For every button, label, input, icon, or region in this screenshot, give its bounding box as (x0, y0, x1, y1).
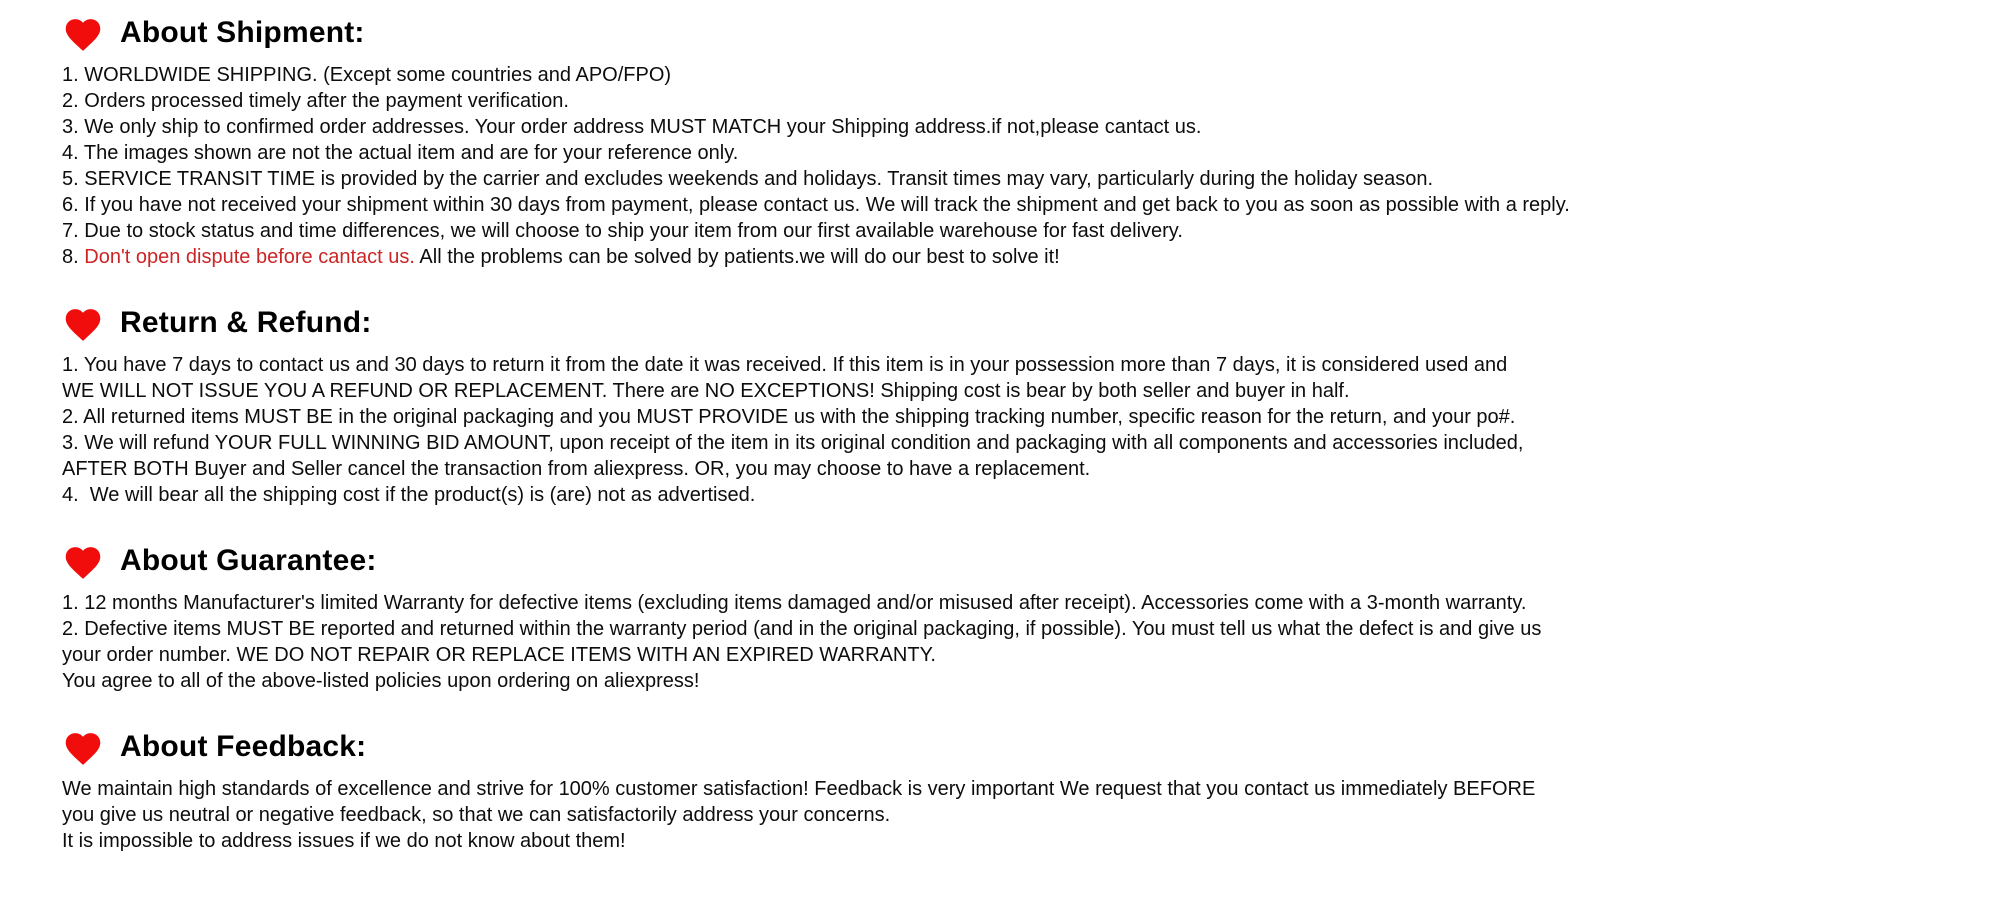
section-title: About Shipment: (120, 16, 365, 49)
policy-line: We maintain high standards of excellence and strive for 100% customer satisfaction! Feedback is very important We request that you contact us immediately BEFORE (62, 778, 1536, 800)
section-about-feedback (62, 728, 1970, 854)
policy-line: 3. We will refund YOUR FULL WINNING BID AMOUNT, upon receipt of the item in its original condition and packaging with all components and accessories included, (62, 432, 1524, 454)
line-number: 8. (62, 246, 85, 268)
section-header (62, 14, 1970, 52)
policy-line: You agree to all of the above-listed policies upon ordering on aliexpress! (62, 670, 700, 692)
section-header (62, 728, 1970, 766)
policy-line: 6. If you have not received your shipment within 30 days from payment, please contact us. We will track the shipment and get back to you as soon as possible with a reply. (62, 194, 1570, 216)
section-header (62, 304, 1970, 342)
policy-line: 1. WORLDWIDE SHIPPING. (Except some countries and APO/FPO) (62, 64, 672, 86)
heart-icon (62, 304, 104, 342)
section-header (62, 542, 1970, 580)
heart-icon (62, 728, 104, 766)
section-about-shipment (62, 14, 1970, 270)
dispute-warning-text: Don't open dispute before cantact us. (84, 246, 415, 268)
policy-line: your order number. WE DO NOT REPAIR OR REPLACE ITEMS WITH AN EXPIRED WARRANTY. (62, 644, 936, 666)
policy-line: 2. Defective items MUST BE reported and returned within the warranty period (and in the original packaging, if possible). You must tell us what the defect is and give us (62, 618, 1542, 640)
section-body (62, 62, 1970, 270)
policy-line: 1. You have 7 days to contact us and 30 days to return it from the date it was received. If this item is in your possession more than 7 days, it is considered used and (62, 354, 1508, 376)
policy-line: 5. SERVICE TRANSIT TIME is provided by the carrier and excludes weekends and holidays. Transit times may vary, particularly during the holiday season. (62, 168, 1434, 190)
policy-line: 2. Orders processed timely after the payment verification. (62, 90, 569, 112)
section-return-refund (62, 304, 1970, 508)
policy-line: you give us neutral or negative feedback, so that we can satisfactorily address your concerns. (62, 804, 891, 826)
policy-line: 7. Due to stock status and time differences, we will choose to ship your item from our first available warehouse for fast delivery. (62, 220, 1183, 242)
policy-line: 4. We will bear all the shipping cost if the product(s) is (are) not as advertised. (62, 484, 756, 506)
policy-line: AFTER BOTH Buyer and Seller cancel the transaction from aliexpress. OR, you may choose to have a replacement. (62, 458, 1091, 480)
policy-line: 2. All returned items MUST BE in the original packaging and you MUST PROVIDE us with the shipping tracking number, specific reason for the return, and your po#. (62, 406, 1516, 428)
section-body (62, 590, 1970, 694)
policy-line-dispute-warning (62, 244, 1970, 270)
section-title: About Feedback: (120, 730, 367, 763)
dispute-warning-rest: All the problems can be solved by patients.we will do our best to solve it! (414, 246, 1060, 268)
heart-icon (62, 14, 104, 52)
heart-icon (62, 542, 104, 580)
policy-line: 3. We only ship to confirmed order addresses. Your order address MUST MATCH your Shipping address.if not,please cantact us. (62, 116, 1202, 138)
policy-line: 1. 12 months Manufacturer's limited Warranty for defective items (excluding items damaged and/or misused after receipt). Accessories come with a 3-month warranty. (62, 592, 1527, 614)
policy-line: It is impossible to address issues if we do not know about them! (62, 830, 626, 852)
section-body (62, 352, 1970, 508)
section-about-guarantee (62, 542, 1970, 694)
section-body (62, 776, 1970, 854)
section-title: Return & Refund: (120, 306, 372, 339)
section-title: About Guarantee: (120, 544, 377, 577)
policy-line: WE WILL NOT ISSUE YOU A REFUND OR REPLACEMENT. There are NO EXCEPTIONS! Shipping cost is bear by both seller and buyer in half. (62, 380, 1350, 402)
policy-line: 4. The images shown are not the actual item and are for your reference only. (62, 142, 739, 164)
